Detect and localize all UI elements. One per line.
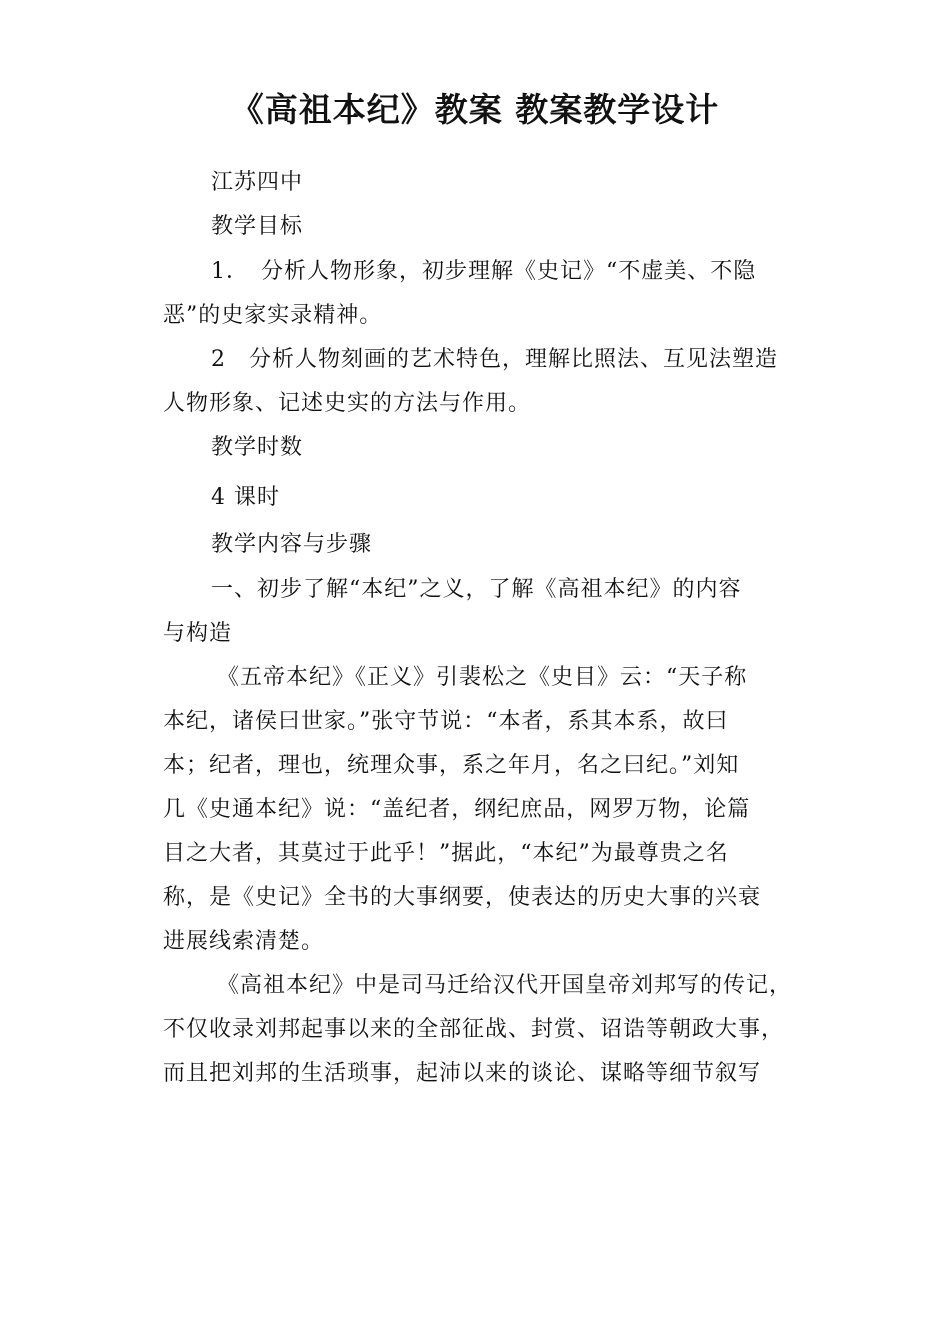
document-title: 《高祖本纪》教案 教案教学设计	[230, 90, 720, 129]
paragraph-1-line: 几《史通本纪》说：“盖纪者，纲纪庶品，网罗万物，论篇	[163, 797, 751, 822]
paragraph-1-line: 称，是《史记》全书的大事纲要，使表达的历史大事的兴衰	[163, 885, 762, 910]
paragraph-1-line: 本纪，诸侯曰世家。”张守节说：“本者，系其本系，故曰	[163, 709, 729, 734]
section-heading-steps: 教学内容与步骤	[211, 532, 373, 557]
paragraph-1-line: 进展线索清楚。	[163, 929, 325, 954]
school-name: 江苏四中	[211, 170, 304, 195]
goal-1-line-2: 恶”的史家实录精神。	[163, 303, 383, 328]
section-heading-goals: 教学目标	[211, 214, 304, 239]
paragraph-2-line: 《高祖本纪》中是司马迁给汉代开国皇帝刘邦写的传记，	[217, 973, 793, 998]
step-1-line-1: 一、初步了解“本纪”之义，了解《高祖本纪》的内容	[211, 577, 742, 602]
hours-value: 4 课时	[211, 485, 280, 510]
paragraph-2-line: 而且把刘邦的生活琐事，起沛以来的谈论、谋略等细节叙写	[163, 1061, 762, 1086]
goal-1-line-1: 1． 分析人物形象，初步理解《史记》“不虚美、不隐	[211, 259, 757, 284]
paragraph-2-line: 不仅收录刘邦起事以来的全部征战、封赏、诏诰等朝政大事，	[163, 1017, 785, 1042]
section-heading-hours: 教学时数	[211, 435, 304, 460]
paragraph-1-line: 目之大者，其莫过于此乎！”据此，“本纪”为最尊贵之名	[163, 841, 729, 866]
paragraph-1-line: 《五帝本纪》《正义》引裴松之《史目》云：“天子称	[217, 665, 748, 690]
paragraph-1-line: 本；纪者，理也，统理众事，系之年月，名之曰纪。”刘知	[163, 753, 740, 778]
step-1-line-2: 与构造	[163, 621, 233, 646]
goal-2-line-1: 2 分析人物刻画的艺术特色，理解比照法、互见法塑造	[211, 347, 778, 372]
goal-2-line-2: 人物形象、记述史实的方法与作用。	[163, 391, 532, 416]
